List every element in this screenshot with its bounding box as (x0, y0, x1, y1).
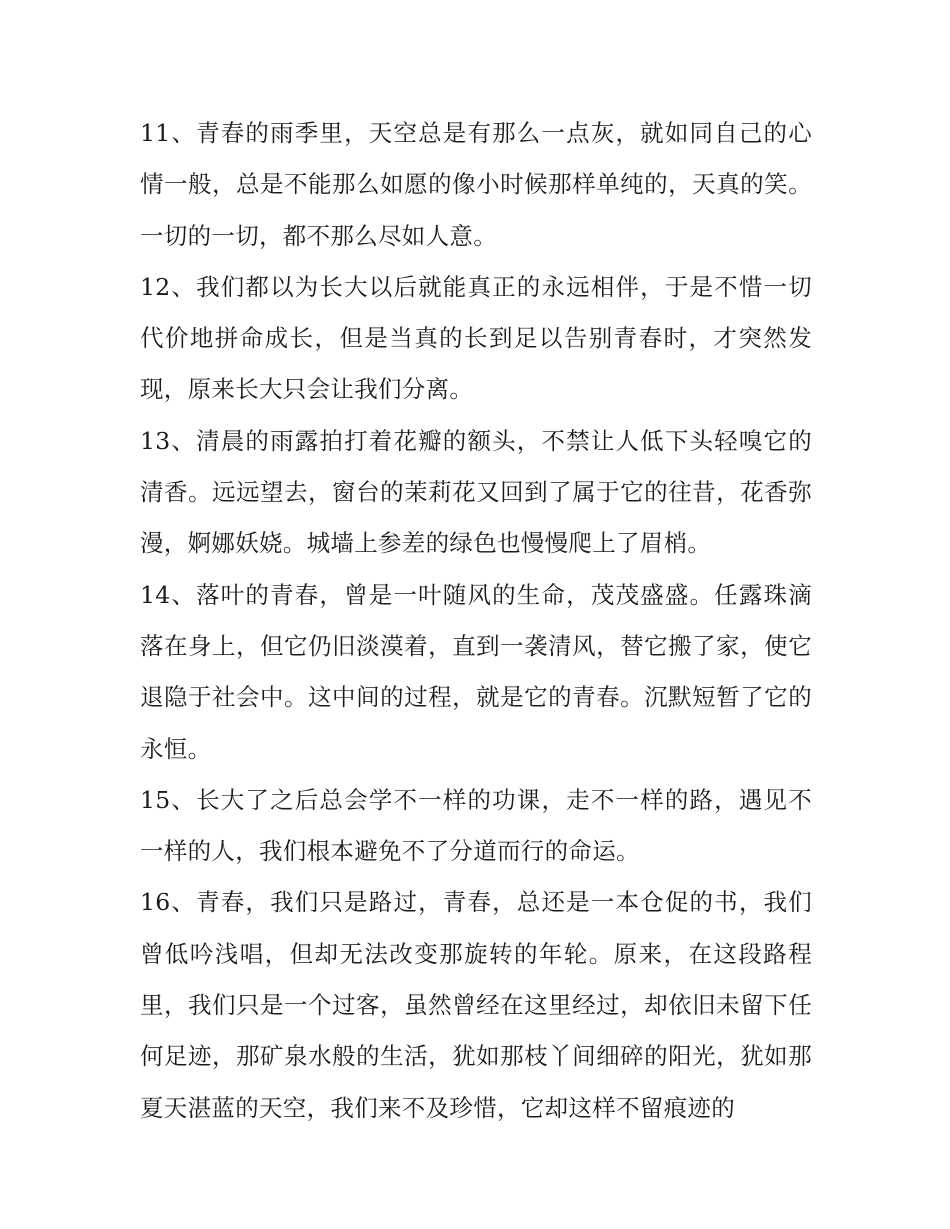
paragraph-14 (140, 570, 812, 775)
paragraph-number: 13、 (140, 426, 197, 455)
paragraph-15 (140, 775, 812, 878)
paragraph-number: 12、 (140, 272, 197, 301)
paragraph-number: 15、 (140, 785, 197, 814)
paragraph-text: 我们都以为长大以后就能真正的永远相伴，于是不惜一切代价地拼命成长，但是当真的长到足以告别青春时，才突然发现，原来长大只会让我们分离。 (140, 272, 813, 404)
paragraph-12 (140, 262, 812, 416)
paragraph-number: 14、 (140, 580, 197, 609)
paragraph-text: 长大了之后总会学不一样的功课，走不一样的路，遇见不一样的人，我们根本避免不了分道而行的命运。 (140, 785, 813, 866)
paragraph-text: 青春的雨季里，天空总是有那么一点灰，就如同自己的心情一般，总是不能那么如愿的像小时候那样单纯的，天真的笑。一切的一切，都不那么尽如人意。 (140, 119, 813, 250)
paragraph-number: 11、 (140, 119, 197, 147)
paragraph-13 (140, 416, 812, 570)
paragraph-number: 16、 (140, 888, 197, 917)
document-body (140, 108, 812, 1134)
paragraph-text: 落叶的青春，曾是一叶随风的生命，茂茂盛盛。任露珠滴落在身上，但它仍旧淡漠着，直到一袭清风，替它搬了家，使它退隐于社会中。这中间的过程，就是它的青春。沉默短暂了它的永恒。 (140, 580, 813, 763)
paragraph-text: 青春，我们只是路过，青春，总还是一本仓促的书，我们曾低吟浅唱，但却无法改变那旋转的年轮。原来，在这段路程里，我们只是一个过客，虽然曾经在这里经过，却依旧未留下任何足迹，那矿泉水般的生活，犹如那枝丫间细碎的阳光，犹如那夏天湛蓝的天空，我们来不及珍惜，它却这样不留痕迹的 (140, 888, 813, 1122)
paragraph-16 (140, 877, 812, 1133)
paragraph-11 (140, 108, 812, 262)
paragraph-text: 清晨的雨露拍打着花瓣的额头，不禁让人低下头轻嗅它的清香。远远望去，窗台的茉莉花又回到了属于它的往昔，花香弥漫，婀娜妖娆。城墙上参差的绿色也慢慢爬上了眉梢。 (140, 426, 813, 558)
